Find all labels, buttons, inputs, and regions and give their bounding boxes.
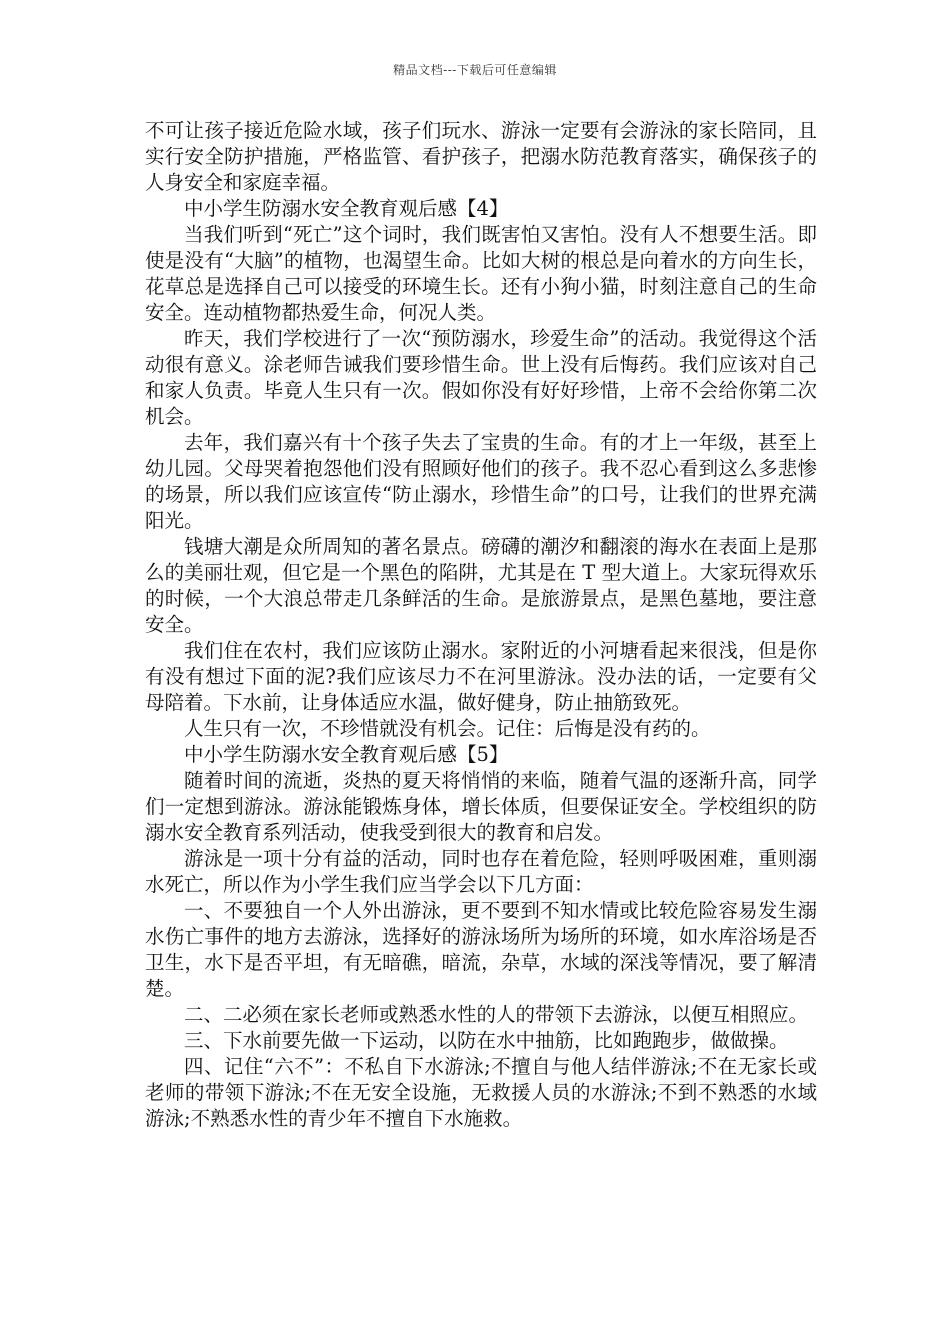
paragraph: 我们住在农村，我们应该防止溺水。家附近的小河塘看起来很浅，但是你有没有想过下面的泥?我们应该尽力不在河里游泳。没办法的话，一定要有父母陪着。下水前，让身体适应水温，做好健身，防止抽筋致死。 xyxy=(145,639,817,714)
paragraph: 一、不要独自一个人外出游泳，更不要到不知水情或比较危险容易发生溺水伤亡事件的地方去游泳，选择好的游泳场所为场所的环境，如水库浴场是否卫生，水下是否平坦，有无暗礁，暗流，杂草，水域的深浅等情况，要了解清楚。 xyxy=(145,899,817,1000)
page-header: 精品文档---下载后可任意编辑 xyxy=(393,63,557,77)
section-heading-5: 中小学生防溺水安全教育观后感【5】 xyxy=(184,743,509,766)
paragraph: 人生只有一次，不珍惜就没有机会。记住：后悔是没有药的。 xyxy=(184,717,711,740)
paragraph-continuation: 不可让孩子接近危险水域，孩子们玩水、游泳一定要有会游泳的家长陪同，且实行安全防护措施，严格监管、看护孩子，把溺水防范教育落实，确保孩子的人身安全和家庭幸福。 xyxy=(145,119,817,194)
paragraph: 二、二必须在家长老师或熟悉水性的人的带领下去游泳，以便互相照应。 xyxy=(184,1003,809,1026)
paragraph: 当我们听到“死亡”这个词时，我们既害怕又害怕。没有人不想要生活。即使是没有“大脑”的植物，也渴望生命。比如大树的根总是向着水的方向生长，花草总是选择自己可以接受的环境生长。还有小狗小猫，时刻注意自己的生命安全。连动植物都热爱生命，何况人类。 xyxy=(145,223,817,324)
paragraph: 随着时间的流逝，炎热的夏天将悄悄的来临，随着气温的逐渐升高，同学们一定想到游泳。游泳能锻炼身体，增长体质，但要保证安全。学校组织的防溺水安全教育系列活动，使我受到很大的教育和启发。 xyxy=(145,769,817,844)
paragraph: 三、下水前要先做一下运动，以防在水中抽筋，比如跑跑步，做做操。 xyxy=(184,1029,789,1052)
paragraph: 钱塘大潮是众所周知的著名景点。磅礴的潮汐和翻滚的海水在表面上是那么的美丽壮观，但它是一个黑色的陷阱，尤其是在 T 型大道上。大家玩得欢乐的时候，一个大浪总带走几条鲜活的生命。是旅游景点，是黑色墓地，要注意安全。 xyxy=(145,535,817,636)
paragraph: 四、记住“六不”：不私自下水游泳;不擅自与他人结伴游泳;不在无家长或老师的带领下游泳;不在无安全设施，无救援人员的水游泳;不到不熟悉的水域游泳;不熟悉水性的青少年不擅自下水施救。 xyxy=(145,1055,817,1130)
paragraph: 昨天，我们学校进行了一次“预防溺水，珍爱生命”的活动。我觉得这个活动很有意义。涂老师告诫我们要珍惜生命。世上没有后悔药。我们应该对自己和家人负责。毕竟人生只有一次。假如你没有好好珍惜，上帝不会给你第二次机会。 xyxy=(145,327,817,428)
paragraph: 去年，我们嘉兴有十个孩子失去了宝贵的生命。有的才上一年级，甚至上幼儿园。父母哭着抱怨他们没有照顾好他们的孩子。我不忍心看到这么多悲惨的场景，所以我们应该宣传“防止溺水，珍惜生命”的口号，让我们的世界充满阳光。 xyxy=(145,431,817,532)
document-body xyxy=(145,118,817,1132)
paragraph: 游泳是一项十分有益的活动，同时也存在着危险，轻则呼吸困难，重则溺水死亡，所以作为小学生我们应当学会以下几方面： xyxy=(145,847,817,896)
section-heading-4: 中小学生防溺水安全教育观后感【4】 xyxy=(184,197,509,220)
